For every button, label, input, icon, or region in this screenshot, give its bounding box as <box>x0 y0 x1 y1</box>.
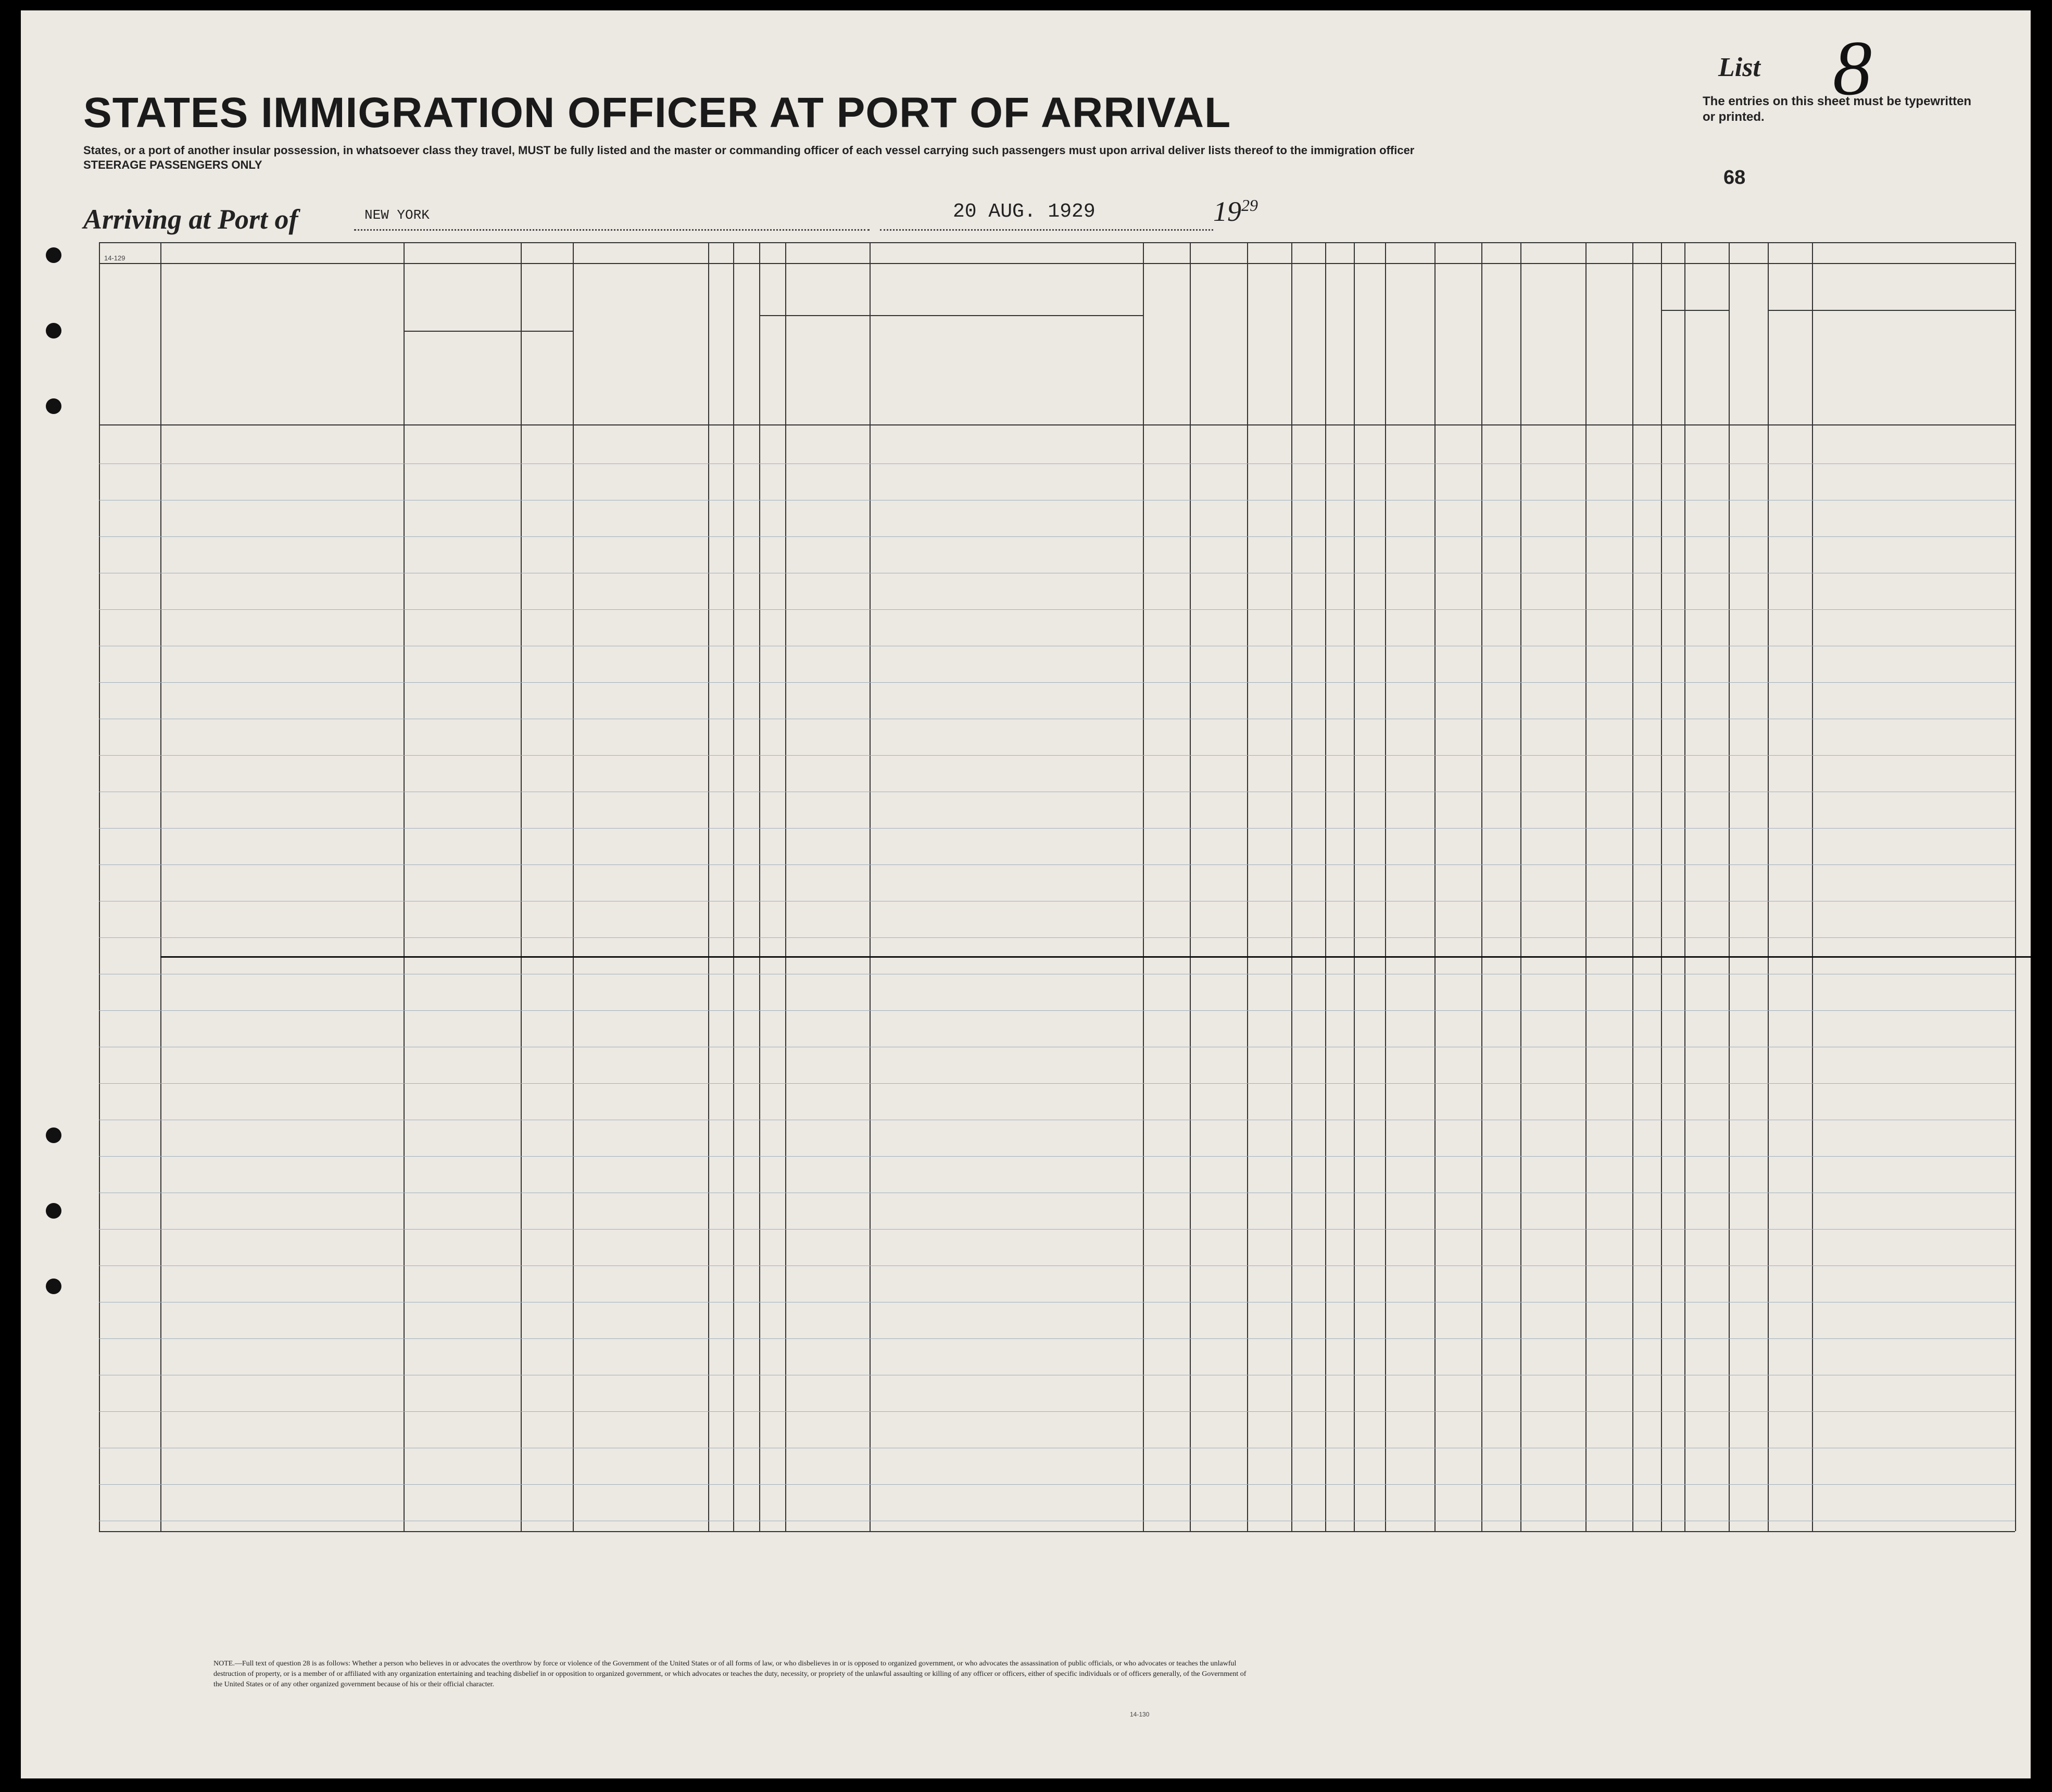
footnote: NOTE.—Full text of question 28 is as follows: Whether a person who believes in or advocates the overthrow by force or violence of the Government of the United States or of all forms of law, or who disbelieves in or is opposed to organized government, or who advocates the assassination of public officials, or who advocates or teaches the unlawful destruction of property, or is a member of or affiliated with any organization entertaining and teaching disbelief in or opposition to organized government, or which advocates or teaches the duty, necessity, or propriety of the unlawful assaulting or killing of any officer or officers, either of specific individuals or of officers generally, of the Government of the United States or of any other organized government because of his or their official character. <box>213 1660 1247 1688</box>
date-underline <box>880 229 1213 231</box>
binder-hole <box>46 1279 61 1294</box>
header-purpose-c <box>1294 279 1323 419</box>
table-bottom-rule <box>99 1531 2015 1532</box>
sub-column-rule <box>785 315 786 424</box>
binder-hole <box>46 398 61 414</box>
column-rule <box>99 242 100 1531</box>
header-c25 <box>1328 279 1351 419</box>
row-rule <box>99 463 2015 464</box>
final-destination-split <box>404 331 573 332</box>
sub-column-rule <box>1291 315 1292 424</box>
header-c26 <box>1359 279 1380 419</box>
header-c27 <box>1393 279 1414 419</box>
list-note: The entries on this sheet must be typewritten or printed. <box>1703 94 1972 124</box>
column-rule <box>759 242 760 1531</box>
header-inches <box>1690 362 1705 409</box>
row-rule <box>99 1156 2015 1157</box>
column-rule <box>1385 242 1386 1531</box>
row-rule <box>99 937 2015 938</box>
column-rule <box>160 242 161 1531</box>
form-number: 14-129 <box>104 254 125 262</box>
row-rule <box>99 1229 2015 1230</box>
header-purpose-b <box>1250 279 1286 419</box>
column-rule <box>733 242 734 1531</box>
column-rule <box>1684 242 1685 1531</box>
column-rule <box>1632 242 1633 1531</box>
row-rule <box>99 1411 2015 1412</box>
column-rule <box>1768 242 1769 1531</box>
manifest-page <box>21 10 2031 1778</box>
row-rule <box>99 1338 2015 1339</box>
sub-column-rule <box>1812 315 1813 424</box>
column-rule <box>1520 242 1521 1531</box>
column-rule <box>1812 242 1813 1531</box>
column-rule <box>1434 242 1436 1531</box>
column-rule <box>1585 242 1587 1531</box>
column-rule <box>1354 242 1355 1531</box>
sheet-number: 68 <box>1723 167 1746 189</box>
header-ticket <box>578 284 620 419</box>
column-rule <box>404 242 405 1531</box>
header-c29 <box>1484 279 1518 419</box>
header-feet <box>1666 367 1682 409</box>
column-rule <box>1190 242 1191 1531</box>
row-rule <box>99 755 2015 756</box>
row-15-strikeout <box>160 956 2031 958</box>
column-rule <box>1143 242 1144 1531</box>
table-top-rule <box>99 242 2015 243</box>
column-number-rule <box>99 263 2015 264</box>
column-rule <box>2015 242 2016 1531</box>
binder-hole <box>46 1127 61 1143</box>
sub-column-rule <box>870 315 871 424</box>
page-subtitle <box>83 143 1645 172</box>
arrival-date: 20 AUG. 1929 <box>953 200 1096 223</box>
header-bottom-rule <box>99 424 2015 425</box>
binder-hole <box>46 323 61 339</box>
column-rule <box>1247 242 1248 1531</box>
arriving-label: Arriving at Port of <box>83 204 298 235</box>
row-rule <box>99 1010 2015 1011</box>
row-rule <box>99 536 2015 537</box>
row-rule <box>99 864 2015 865</box>
sub-column-rule <box>1684 315 1685 424</box>
column-rule <box>521 242 522 1531</box>
header-possession <box>736 279 757 424</box>
column-rule <box>870 242 871 1531</box>
header-c30 <box>1531 279 1572 419</box>
column-rule <box>573 242 574 1531</box>
row-rule <box>99 1083 2015 1084</box>
before-us-split <box>759 315 1143 316</box>
binder-hole <box>46 247 61 263</box>
row-rule <box>99 1265 2015 1266</box>
header-purpose-a <box>1192 279 1234 419</box>
footer-form-number: 14-130 <box>1130 1711 1150 1718</box>
height-split <box>1661 310 1729 311</box>
row-rule <box>99 609 2015 610</box>
row-rule <box>99 682 2015 683</box>
sub-column-rule <box>1247 315 1248 424</box>
header-c28 <box>1437 279 1479 419</box>
row-rule <box>99 828 2015 829</box>
row-rule <box>99 1484 2015 1485</box>
subtitle-line-2: STEERAGE PASSENGERS ONLY <box>83 158 262 171</box>
page-title: STATES IMMIGRATION OFFICER AT PORT OF ARRIVAL <box>83 89 1231 136</box>
list-label: List <box>1718 53 1760 82</box>
column-rule <box>785 242 786 1531</box>
list-number: 8 <box>1833 25 1872 111</box>
port-underline <box>354 229 870 231</box>
year-suffix: 29 <box>1241 196 1258 215</box>
subtitle-line-1: States, or a port of another insular possession, in whatsoever class they travel, MUST be fully listed and the master or commanding officer of each vessel carrying such passengers must upon arrival deliver lists thereof to the immigration officer <box>83 144 1415 157</box>
sub-column-rule <box>521 315 522 424</box>
arrival-port: NEW YORK <box>364 207 430 223</box>
column-rule <box>1325 242 1326 1531</box>
binder-hole <box>46 1203 61 1219</box>
column-rule <box>1291 242 1292 1531</box>
column-rule <box>1729 242 1730 1531</box>
column-rule <box>1481 242 1482 1531</box>
color-split <box>1768 310 2015 311</box>
column-rule <box>1661 242 1662 1531</box>
arrival-year <box>1213 195 1258 228</box>
column-rule <box>708 242 709 1531</box>
year-prefix: 19 <box>1213 196 1241 227</box>
